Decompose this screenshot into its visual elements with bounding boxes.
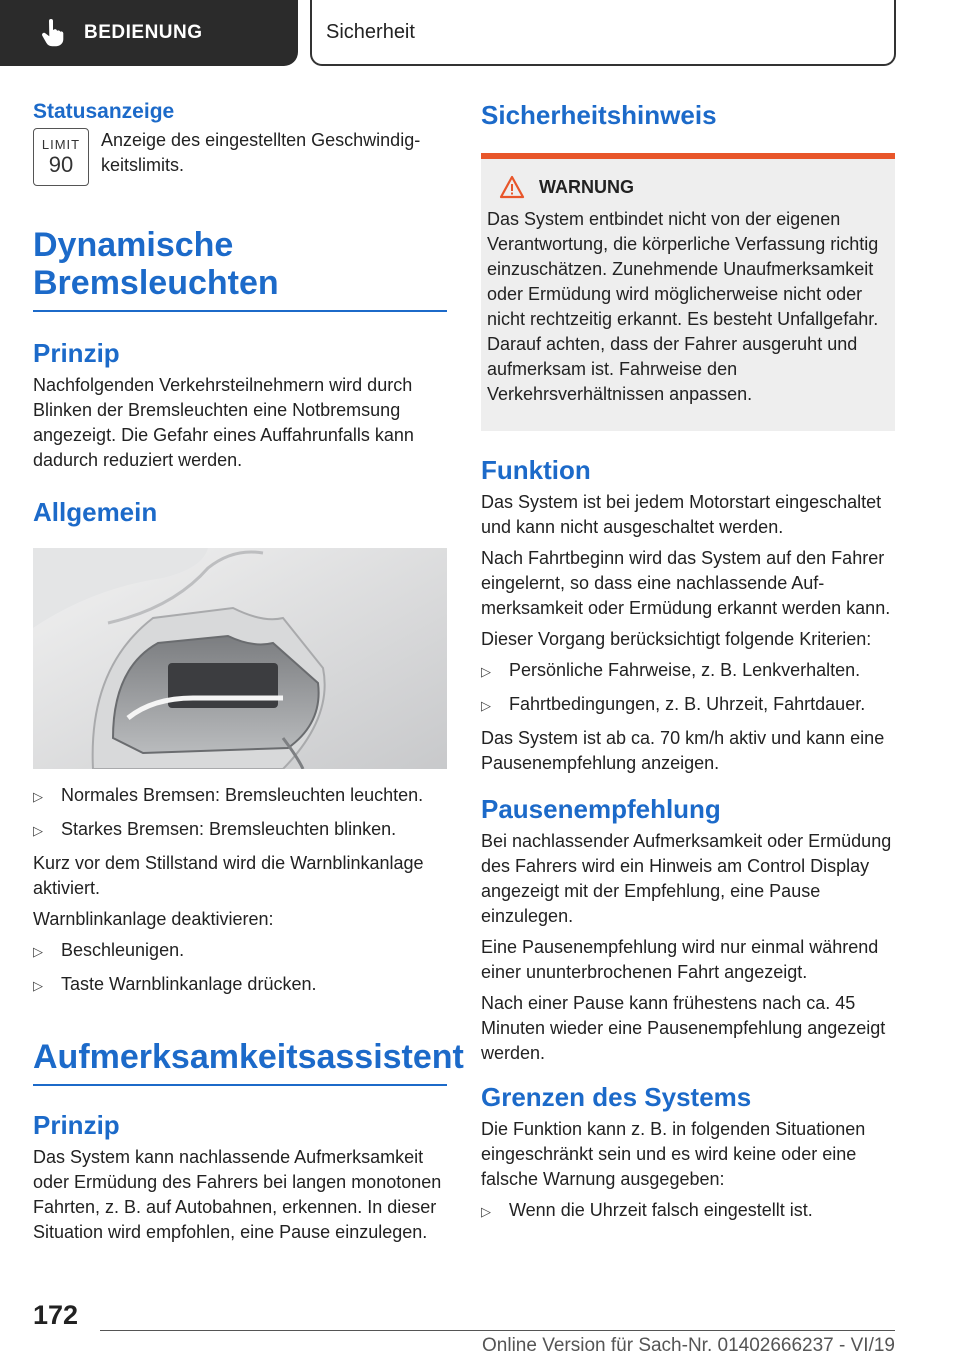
list-item (33, 817, 447, 843)
warning-triangle-icon (499, 175, 525, 199)
pause-p3: Nach einer Pause kann frühestens nach ca. 45 Minuten wieder eine Pausenempfehlung angezeigt werden. (481, 993, 886, 1063)
heading-pausenempfehlung: Pausenempfehlung (481, 794, 721, 824)
status-heading: Statusanzeige (33, 100, 175, 123)
heading-bremsleuchten: Dynamische Bremsleuchten (33, 226, 447, 312)
funktion-p4: Das System ist ab ca. 70 km/h aktiv und kann eine Pausenempfehlung anzeigen. (481, 728, 885, 773)
limit-icon-top: LIMIT (41, 136, 81, 152)
triangle-bullet-icon: ▷ (33, 823, 43, 838)
triangle-bullet-icon: ▷ (33, 978, 43, 993)
heading-aufmerksamkeitsassistent: Aufmerksamkeitsassistent (33, 1038, 447, 1086)
limit-icon-value: 90 (48, 151, 74, 177)
prinzip-2-text: Das System kann nachlassende Aufmerksamkeit oder Ermüdung des Fahrers bei langen monotonen Fahrten, z. B. auf Autobahnen, erkennen. In dieser Situation wird empfohlen, eine Pause einzulegen. (33, 1147, 442, 1242)
page-number: 172 (33, 1300, 79, 1330)
warning-text: Das System entbindet nicht von der eigenen Verantwortung, die körperliche Verfassung richtig einzuschätzen. Zunehmende Unaufmerksamkeit oder Ermüdung wird möglicherweise nicht oder nicht rechtzeitig erkannt. Es besteht Unfallgefahr. Darauf achten, dass der Fahrer ausgeruht und aufmerksam ist. Fahrweise den Verkehrsverhältnissen anpassen. (487, 209, 879, 404)
bullet-list-c (481, 658, 895, 718)
section-tab (0, 0, 298, 66)
bullet-list-b (33, 938, 447, 998)
heading-funktion: Funktion (481, 455, 591, 485)
para-deaktivieren: Warnblinkanlage deaktivieren: (33, 909, 274, 929)
grenzen-p1: Die Funktion kann z. B. in folgenden Situationen eingeschränkt sein und es wird keine oder eine falsche Warnung ausgegeben: (481, 1119, 866, 1189)
list-item-text: Normales Bremsen: Bremsleuchten leuchten. (61, 785, 424, 805)
para-kurz: Kurz vor dem Stillstand wird die Warnblinkanlage aktiviert. (33, 853, 424, 898)
triangle-bullet-icon: ▷ (33, 944, 43, 959)
heading-grenzen: Grenzen des Systems (481, 1082, 752, 1112)
heading-prinzip-2: Prinzip (33, 1110, 120, 1140)
warning-box (481, 159, 895, 431)
right-column (481, 100, 895, 1232)
funktion-p2: Nach Fahrtbeginn wird das System auf den Fahrer eingelernt, so dass eine nachlassende Aufmerksamkeit oder Ermüdung erkannt werden kann. (481, 548, 891, 618)
triangle-bullet-icon: ▷ (481, 1204, 491, 1219)
status-text: Anzeige des eingestellten Geschwindigkeitslimits. (101, 130, 421, 175)
list-item-text: Fahrtbedingungen, z. B. Uhrzeit, Fahrtdauer. (509, 694, 866, 714)
list-item (481, 692, 895, 718)
funktion-p1: Das System ist bei jedem Motorstart eingeschaltet und kann nicht ausgeschaltet werden. (481, 492, 882, 537)
section-label: BEDIENUNG (84, 22, 203, 43)
left-column (33, 100, 464, 1251)
triangle-bullet-icon: ▷ (481, 664, 491, 679)
warning-title: WARNUNG (539, 176, 634, 197)
footer-text: Online Version für Sach-Nr. 01402666237 - VI/19 (482, 1335, 895, 1356)
status-row (33, 128, 447, 186)
list-item-text: Starkes Bremsen: Bremsleuchten blinken. (61, 819, 397, 839)
speed-limit-icon (33, 128, 89, 186)
triangle-bullet-icon: ▷ (481, 698, 491, 713)
list-item (33, 783, 447, 809)
footer-divider (100, 1330, 895, 1331)
pause-p1: Bei nachlassender Aufmerksamkeit oder Ermüdung des Fahrers wird ein Hinweis am Control Display angezeigt mit der Empfehlung, eine Pause einzulegen. (481, 831, 892, 926)
list-item (481, 658, 895, 684)
taillight-illustration (33, 548, 447, 769)
list-item-text: Wenn die Uhrzeit falsch eingestellt ist. (509, 1200, 813, 1220)
chapter-label: Sicherheit (326, 20, 415, 43)
list-item (33, 938, 447, 964)
hand-pointer-icon (38, 18, 68, 48)
list-item (33, 972, 447, 998)
heading-prinzip-1: Prinzip (33, 338, 120, 368)
bullet-list-a (33, 783, 447, 843)
chapter-tab (310, 0, 896, 66)
page-header (0, 0, 960, 66)
list-item (481, 1198, 895, 1224)
triangle-bullet-icon: ▷ (33, 789, 43, 804)
bullet-list-d (481, 1198, 895, 1224)
warning-title-row (499, 175, 889, 199)
list-item-text: Persönliche Fahrweise, z. B. Lenkverhalten. (509, 660, 861, 680)
list-item-text: Beschleunigen. (61, 940, 185, 960)
taillight-image (33, 548, 447, 769)
heading-sicherheitshinweis: Sicherheitshinweis (481, 100, 717, 130)
heading-allgemein: Allgemein (33, 497, 158, 527)
pause-p2: Eine Pausenempfehlung wird nur einmal während einer ununterbrochenen Fahrt angezeigt. (481, 937, 879, 982)
prinzip-1-text: Nachfolgenden Verkehrsteilnehmern wird durch Blinken der Bremsleuchten eine Notbremsung angezeigt. Die Gefahr eines Auffahrunfalls kann dadurch reduziert werden. (33, 375, 414, 470)
funktion-p3: Dieser Vorgang berücksichtigt folgende Kriterien: (481, 629, 872, 649)
list-item-text: Taste Warnblinkanlage drücken. (61, 974, 317, 994)
